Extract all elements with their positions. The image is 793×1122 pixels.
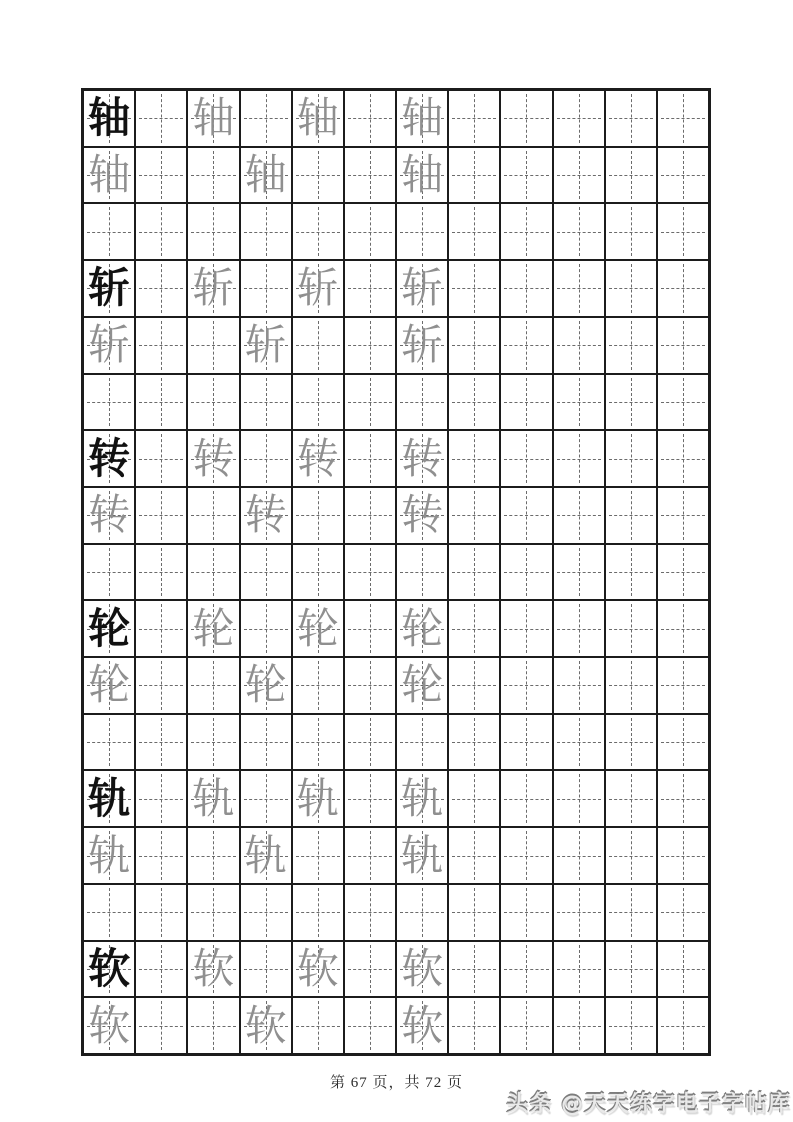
practice-cell [83, 657, 135, 714]
practice-cell [240, 203, 292, 260]
practice-cell [553, 997, 605, 1054]
practice-cell [292, 884, 344, 941]
character-trace: 斩 [401, 263, 444, 313]
practice-cell [500, 941, 552, 998]
practice-cell [187, 997, 239, 1054]
practice-cell [500, 600, 552, 657]
practice-cell [240, 317, 292, 374]
practice-cell [344, 770, 396, 827]
practice-cell [344, 714, 396, 771]
character-solid: 轨 [88, 773, 131, 823]
practice-cell [396, 827, 448, 884]
practice-cell [657, 657, 709, 714]
practice-cell [657, 714, 709, 771]
practice-cell [500, 884, 552, 941]
practice-cell [187, 941, 239, 998]
character-trace: 轨 [88, 830, 131, 880]
practice-cell [83, 147, 135, 204]
character-trace: 转 [401, 490, 444, 540]
practice-cell [657, 544, 709, 601]
practice-cell [292, 827, 344, 884]
practice-cell [500, 260, 552, 317]
character-trace: 轮 [244, 660, 287, 710]
practice-cell [396, 770, 448, 827]
character-trace: 轴 [244, 150, 287, 200]
practice-cell [553, 544, 605, 601]
practice-cell [83, 827, 135, 884]
practice-cell [657, 260, 709, 317]
practice-cell [292, 487, 344, 544]
character-solid: 转 [88, 433, 131, 483]
practice-cell [292, 770, 344, 827]
practice-cell [135, 90, 187, 147]
practice-cell [448, 374, 500, 431]
practice-cell [553, 884, 605, 941]
practice-cell [396, 317, 448, 374]
practice-cell [500, 714, 552, 771]
practice-cell [448, 600, 500, 657]
practice-cell [240, 770, 292, 827]
practice-cell [500, 544, 552, 601]
practice-cell [605, 374, 657, 431]
practice-cell [187, 600, 239, 657]
practice-cell [396, 884, 448, 941]
practice-cell [344, 600, 396, 657]
practice-cell [605, 430, 657, 487]
practice-cell [187, 544, 239, 601]
practice-cell [500, 430, 552, 487]
practice-cell [135, 827, 187, 884]
practice-cell [605, 203, 657, 260]
practice-cell [135, 884, 187, 941]
practice-cell [396, 714, 448, 771]
practice-cell [448, 260, 500, 317]
practice-cell [135, 770, 187, 827]
practice-cell [396, 90, 448, 147]
character-trace: 轴 [296, 93, 339, 143]
practice-cell [553, 90, 605, 147]
practice-cell [83, 203, 135, 260]
practice-cell [500, 657, 552, 714]
character-trace: 轴 [401, 93, 444, 143]
character-solid: 斩 [88, 263, 131, 313]
practice-cell [605, 941, 657, 998]
practice-cell [83, 997, 135, 1054]
practice-cell [344, 884, 396, 941]
practice-cell [344, 487, 396, 544]
practice-cell [657, 600, 709, 657]
practice-cell [135, 203, 187, 260]
practice-cell [83, 90, 135, 147]
character-trace: 斩 [296, 263, 339, 313]
practice-cell [292, 600, 344, 657]
practice-cell [187, 147, 239, 204]
practice-cell [448, 317, 500, 374]
practice-cell [448, 827, 500, 884]
practice-cell [344, 203, 396, 260]
practice-cell [396, 997, 448, 1054]
practice-cell [657, 941, 709, 998]
practice-cell [448, 203, 500, 260]
practice-cell [396, 374, 448, 431]
practice-cell [292, 260, 344, 317]
practice-cell [448, 884, 500, 941]
practice-cell [657, 430, 709, 487]
character-trace: 轮 [401, 660, 444, 710]
practice-cell [553, 317, 605, 374]
practice-cell [448, 714, 500, 771]
practice-cell [448, 90, 500, 147]
practice-cell [500, 90, 552, 147]
practice-cell [240, 374, 292, 431]
practice-cell [135, 260, 187, 317]
practice-cell [553, 147, 605, 204]
practice-cell [240, 884, 292, 941]
practice-cell [657, 203, 709, 260]
practice-cell [448, 544, 500, 601]
character-trace: 转 [244, 490, 287, 540]
practice-cell [553, 600, 605, 657]
practice-cell [240, 997, 292, 1054]
practice-cell [396, 544, 448, 601]
practice-cell [605, 90, 657, 147]
practice-cell [135, 317, 187, 374]
character-trace: 轨 [401, 773, 444, 823]
practice-cell [448, 997, 500, 1054]
practice-cell [605, 657, 657, 714]
practice-cell [135, 657, 187, 714]
practice-cell [292, 374, 344, 431]
practice-cell [605, 997, 657, 1054]
practice-cell [83, 770, 135, 827]
practice-cell [553, 487, 605, 544]
practice-cell [240, 90, 292, 147]
practice-cell [657, 147, 709, 204]
practice-cell [240, 147, 292, 204]
practice-cell [448, 941, 500, 998]
practice-cell [292, 714, 344, 771]
practice-cell [83, 487, 135, 544]
character-trace: 轴 [88, 150, 131, 200]
practice-cell [187, 203, 239, 260]
practice-cell [396, 600, 448, 657]
practice-cell [448, 430, 500, 487]
practice-cell [292, 997, 344, 1054]
practice-cell [553, 714, 605, 771]
practice-cell [344, 374, 396, 431]
practice-cell [240, 544, 292, 601]
character-trace: 斩 [192, 263, 235, 313]
character-trace: 轴 [192, 93, 235, 143]
practice-cell [657, 487, 709, 544]
practice-cell [187, 487, 239, 544]
practice-cell [657, 317, 709, 374]
practice-cell [240, 714, 292, 771]
practice-cell [83, 317, 135, 374]
practice-cell [240, 430, 292, 487]
practice-cell [657, 90, 709, 147]
practice-cell [344, 544, 396, 601]
page-number: 第 67 页，共 72 页 [329, 1075, 463, 1091]
character-trace: 轮 [401, 603, 444, 653]
character-trace: 软 [192, 943, 235, 993]
practice-cell [344, 430, 396, 487]
character-trace: 轨 [244, 830, 287, 880]
character-trace: 软 [401, 1000, 444, 1050]
character-solid: 轮 [88, 603, 131, 653]
practice-cell [344, 941, 396, 998]
practice-cell [657, 884, 709, 941]
character-trace: 轴 [401, 150, 444, 200]
practice-cell [605, 317, 657, 374]
practice-cell [396, 430, 448, 487]
practice-cell [83, 374, 135, 431]
practice-cell [292, 147, 344, 204]
practice-cell [553, 374, 605, 431]
toutiao-watermark: 头条 @天天练字电子字帖库 [506, 1092, 791, 1117]
practice-cell [396, 487, 448, 544]
practice-cell [292, 317, 344, 374]
practice-cell [135, 941, 187, 998]
character-trace: 软 [296, 943, 339, 993]
practice-cell [240, 941, 292, 998]
character-trace: 转 [401, 433, 444, 483]
character-trace: 转 [192, 433, 235, 483]
character-trace: 转 [88, 490, 131, 540]
practice-cell [553, 430, 605, 487]
practice-cell [187, 714, 239, 771]
practice-cell [396, 260, 448, 317]
character-trace: 轮 [88, 660, 131, 710]
practice-cell [187, 884, 239, 941]
practice-cell [448, 147, 500, 204]
practice-cell [135, 997, 187, 1054]
practice-cell [292, 90, 344, 147]
practice-cell [344, 657, 396, 714]
practice-cell [500, 317, 552, 374]
practice-cell [500, 147, 552, 204]
character-trace: 软 [244, 1000, 287, 1050]
practice-cell [553, 260, 605, 317]
practice-grid [81, 88, 711, 1056]
practice-cell [240, 600, 292, 657]
practice-cell [187, 827, 239, 884]
practice-cell [83, 714, 135, 771]
practice-cell [135, 430, 187, 487]
practice-cell [657, 770, 709, 827]
character-trace: 轨 [401, 830, 444, 880]
practice-cell [187, 430, 239, 487]
practice-cell [187, 90, 239, 147]
character-trace: 转 [296, 433, 339, 483]
practice-cell [500, 827, 552, 884]
practice-cell [553, 203, 605, 260]
practice-cell [83, 260, 135, 317]
practice-cell [240, 657, 292, 714]
practice-cell [344, 317, 396, 374]
practice-cell [187, 374, 239, 431]
practice-cell [135, 600, 187, 657]
practice-cell [240, 260, 292, 317]
practice-cell [292, 203, 344, 260]
practice-cell [135, 487, 187, 544]
practice-cell [553, 657, 605, 714]
practice-cell [500, 770, 552, 827]
practice-cell [135, 544, 187, 601]
practice-cell [83, 600, 135, 657]
practice-cell [500, 374, 552, 431]
practice-cell [657, 827, 709, 884]
practice-cell [605, 147, 657, 204]
practice-cell [396, 657, 448, 714]
practice-cell [187, 317, 239, 374]
practice-cell [605, 770, 657, 827]
practice-cell [605, 714, 657, 771]
practice-cell [500, 203, 552, 260]
practice-cell [240, 827, 292, 884]
character-trace: 斩 [401, 320, 444, 370]
practice-cell [344, 827, 396, 884]
character-trace: 轨 [192, 773, 235, 823]
practice-cell [187, 770, 239, 827]
practice-cell [292, 430, 344, 487]
practice-cell [187, 657, 239, 714]
character-solid: 软 [88, 943, 131, 993]
practice-cell [83, 884, 135, 941]
practice-cell [553, 941, 605, 998]
practice-cell [344, 147, 396, 204]
practice-cell [344, 260, 396, 317]
practice-cell [135, 147, 187, 204]
character-trace: 软 [401, 943, 444, 993]
practice-cell [605, 600, 657, 657]
practice-cell [500, 487, 552, 544]
practice-cell [657, 374, 709, 431]
character-trace: 斩 [244, 320, 287, 370]
practice-cell [605, 884, 657, 941]
practice-cell [292, 941, 344, 998]
practice-cell [83, 544, 135, 601]
practice-cell [240, 487, 292, 544]
practice-cell [500, 997, 552, 1054]
practice-cell [657, 997, 709, 1054]
practice-cell [448, 657, 500, 714]
character-trace: 软 [88, 1000, 131, 1050]
character-trace: 斩 [88, 320, 131, 370]
practice-cell [292, 657, 344, 714]
practice-cell [553, 770, 605, 827]
practice-cell [83, 941, 135, 998]
practice-cell [605, 827, 657, 884]
practice-cell [396, 147, 448, 204]
practice-cell [448, 770, 500, 827]
practice-cell [448, 487, 500, 544]
practice-cell [605, 487, 657, 544]
practice-cell [344, 90, 396, 147]
practice-cell [605, 544, 657, 601]
practice-cell [553, 827, 605, 884]
practice-cell [187, 260, 239, 317]
practice-cell [135, 374, 187, 431]
character-trace: 轮 [296, 603, 339, 653]
practice-cell [344, 997, 396, 1054]
practice-cell [135, 714, 187, 771]
practice-cell [396, 941, 448, 998]
character-solid: 轴 [88, 93, 131, 143]
practice-cell [396, 203, 448, 260]
character-trace: 轮 [192, 603, 235, 653]
practice-cell [292, 544, 344, 601]
practice-cell [83, 430, 135, 487]
character-trace: 轨 [296, 773, 339, 823]
practice-cell [605, 260, 657, 317]
